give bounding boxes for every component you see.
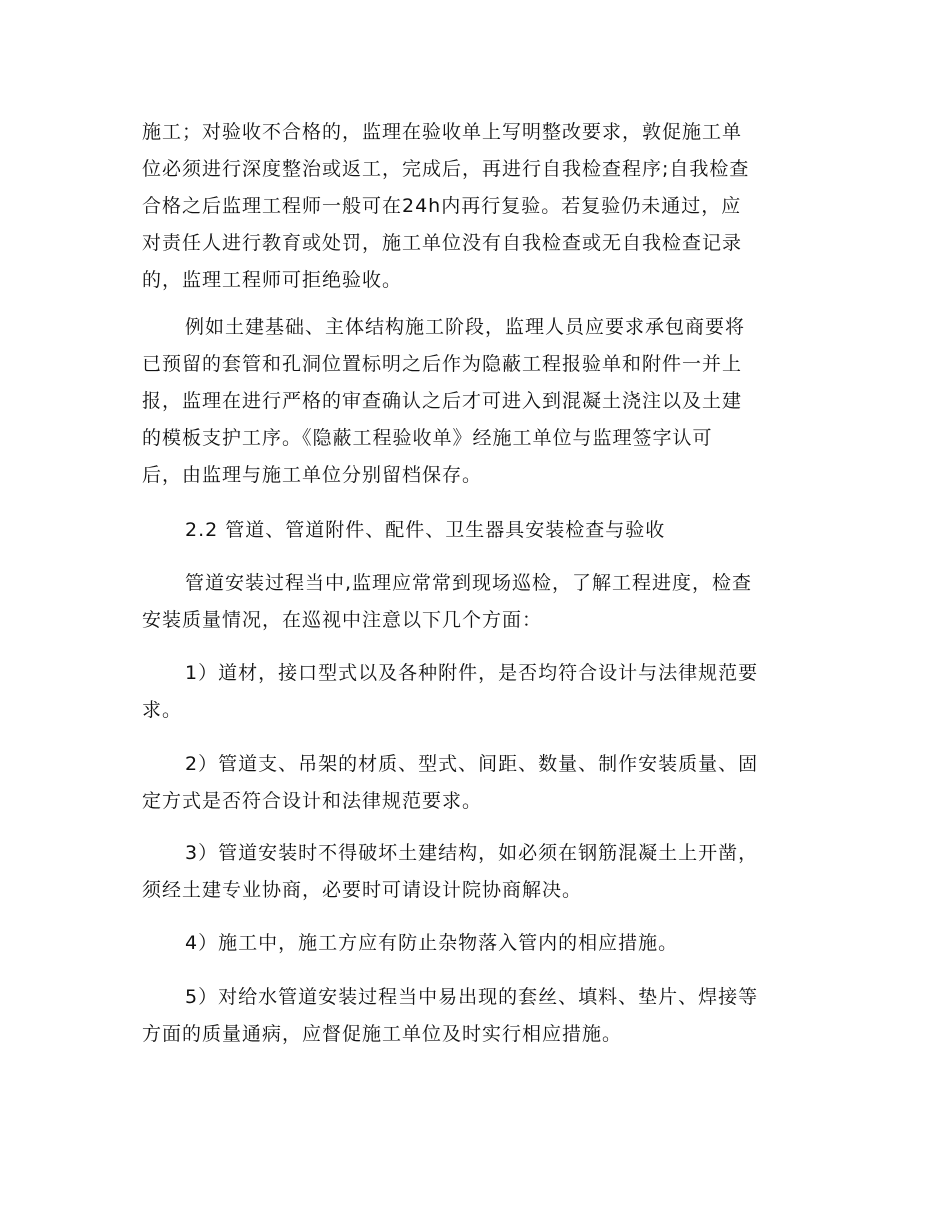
text-line: 的模板支护工序。《隐蔽工程验收单》经施工单位与监理签字认可	[142, 427, 713, 449]
text-line: 4）施工中，施工方应有防止杂物落入管内的相应措施。	[185, 932, 679, 954]
list-item-1	[142, 655, 806, 729]
text-line: 报，监理在进行严格的审查确认之后才可进入到混凝土浇注以及土建	[142, 390, 743, 412]
paragraph-hidden-works-example	[142, 309, 806, 494]
text-line: 5）对给水管道安装过程当中易出现的套丝、填料、垫片、焊接等	[185, 986, 759, 1008]
text-line: 定方式是否符合设计和法律规范要求。	[142, 790, 483, 812]
text-line: 已预留的套管和孔洞位置标明之后作为隐蔽工程报验单和附件一并上	[142, 353, 743, 375]
section-heading: 2.2 管道、管道附件、配件、卫生器具安装检查与验收	[185, 519, 666, 541]
text-line: 的，监理工程师可拒绝验收。	[142, 269, 403, 291]
text-line: 施工；对验收不合格的，监理在验收单上写明整改要求，敦促施工单	[142, 121, 743, 143]
text-line: 方面的质量通病，应督促施工单位及时实行相应措施。	[142, 1023, 623, 1045]
text-line: 1）道材，接口型式以及各种附件，是否均符合设计与法律规范要	[185, 662, 759, 684]
text-line: 管道安装过程当中,监理应常常到现场巡检，了解工程进度，检查	[185, 572, 753, 594]
text-line: 后，由监理与施工单位分别留档保存。	[142, 464, 483, 486]
text-line: 2）管道支、吊架的材质、型式、间距、数量、制作安装质量、固	[185, 753, 759, 775]
list-item-2	[142, 746, 806, 820]
text-line: 位必须进行深度整治或返工，完成后，再进行自我检查程序;自我检查	[142, 158, 750, 180]
text-line: 例如土建基础、主体结构施工阶段，监理人员应要求承包商要将	[185, 316, 746, 338]
section-heading-2-2	[142, 512, 806, 549]
list-item-3	[142, 835, 806, 909]
paragraph-inspection-rework	[142, 114, 806, 299]
text-line: 合格之后监理工程师一般可在24h内再行复验。若复验仍未通过，应	[142, 195, 742, 217]
paragraph-pipe-installation-patrol	[142, 565, 806, 639]
text-line: 对责任人进行教育或处罚，施工单位没有自我检查或无自我检查记录	[142, 232, 743, 254]
list-item-4	[142, 925, 806, 962]
text-line: 3）管道安装时不得破坏土建结构，如必须在钢筋混凝土上开凿，	[185, 842, 759, 864]
text-line: 求。	[142, 699, 183, 721]
text-line: 须经土建专业协商，必要时可请设计院协商解决。	[142, 879, 583, 901]
text-line: 安装质量情况，在巡视中注意以下几个方面：	[142, 609, 543, 631]
list-item-5	[142, 979, 806, 1053]
